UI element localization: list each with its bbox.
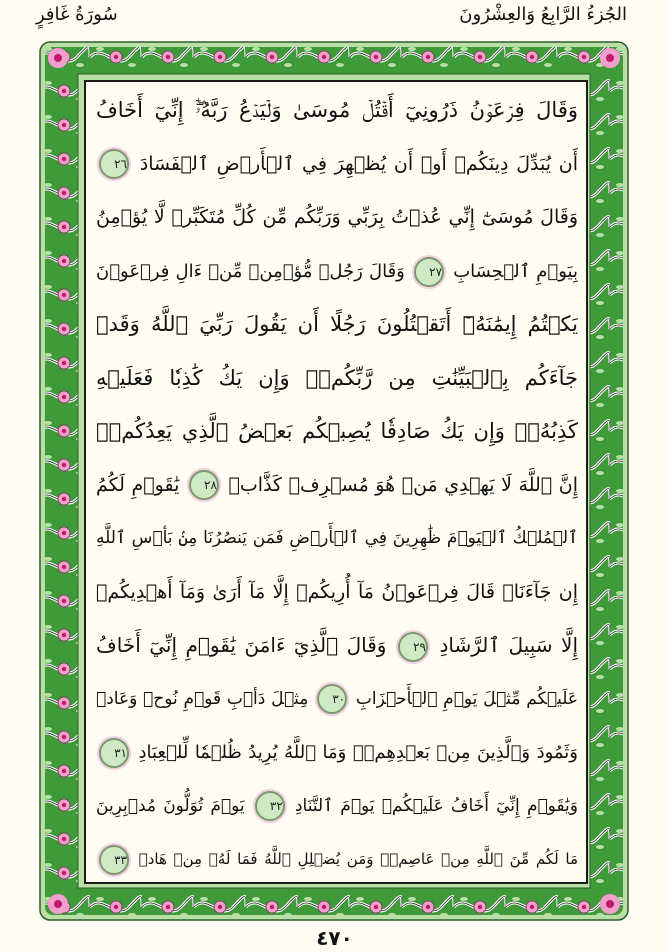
verse-text: عَلَيۡكُم مِّثۡلَ يَوۡمِ ٱلۡأَحۡزَابِ [355,688,578,709]
verse-text: إِن جَآءَنَاۚ قَالَ فِرۡعَوۡنُ مَآ أُرِيكُمۡ إِلَّا مَآ أَرَىٰ وَمَآ أَهۡدِيكُمۡ [96,580,578,603]
verse-text: إِنَّ ٱللَّهَ لَا يَهۡدِي مَنۡ هُوَ مُسۡرِفٞ كَذَّابٞ [228,473,578,496]
verse-line [96,138,578,192]
verse-text: وَقَالَ رَجُلٞ مُّؤۡمِنٞ مِّنۡ ءَالِ فِرۡعَوۡنَ [96,260,405,282]
juz-title: الجُزءُ الرَّابِعُ وَالعِشْرُونَ [459,4,627,25]
verse-text: أَن يُبَدِّلَ دِينَكُمۡ أَوۡ أَن يُظۡهِرَ فِي ٱلۡأَرۡضِ ٱلۡفَسَادَ [139,152,578,175]
verse-text: وَقَالَ ٱلَّذِيٓ ءَامَنَ يَٰقَوۡمِ إِنِّيٓ أَخَافُ [96,633,387,657]
verse-line [96,780,578,834]
verse-text: وَقَالَ فِرۡعَوۡنُ ذَرُونِيٓ أَقۡتُلۡ مُوسَىٰ وَلۡيَدۡعُ رَبَّهُۥٓۖ إِنِّيٓ أَخَافُ [96,98,578,122]
verse-lines [96,84,578,887]
ayah-number-marker: ٢٩ [398,632,428,662]
verse-text: مَا لَكُم مِّنَ ٱللَّهِ مِنۡ عَاصِمٖۗ وَمَن يُضۡلِلِ ٱللَّهُ فَمَا لَهُۥ مِنۡ هَادٖ [138,850,578,868]
verse-text: وَيَٰقَوۡمِ إِنِّيٓ أَخَافُ عَلَيۡكُمۡ يَوۡمَ ٱلتَّنَادِ [294,795,578,816]
page-number: ٤٧٠ [316,926,353,950]
verse-line [96,84,578,138]
verse-text: يَٰقَوۡمِ لَكُمُ [96,473,180,496]
verse-line [96,191,578,245]
verse-text: ٱلۡمُلۡكُ ٱلۡيَوۡمَ ظَٰهِرِينَ فِي ٱلۡأَرۡضِ فَمَن يَنصُرُنَا مِنۢ بَأۡسِ ٱللَّهِ [96,528,578,548]
ayah-number-marker: ٣٢ [255,791,285,821]
ayah-number-marker: ٣٠ [317,684,347,714]
verse-text: كَذِبُهُۥۖ وَإِن يَكُ صَادِقٗا يُصِبۡكُم بَعۡضُ ٱلَّذِي يَعِدُكُمۡۖ [96,419,578,443]
verse-line [96,673,578,727]
verse-text: وَقَالَ مُوسَىٰٓ إِنِّي عُذۡتُ بِرَبِّي وَرَبِّكُم مِّن كُلِّ مُتَكَبِّرٖ لَّا يُؤۡمِنُ [96,206,578,228]
ayah-number-marker: ٣٣ [99,845,129,875]
verse-text: يَكۡتُمُ إِيمَٰنَهُۥٓ أَتَقۡتُلُونَ رَجُلًا أَن يَقُولَ رَبِّيَ ٱللَّهُ وَقَدۡ [96,312,578,336]
corner-flower-icon [48,48,68,68]
verse-line [96,298,578,352]
verse-text: وَثَمُودَ وَٱلَّذِينَ مِنۢ بَعۡدِهِمۡۚ وَمَا ٱللَّهُ يُرِيدُ ظُلۡمٗا لِّلۡعِبَادِ [138,742,578,763]
corner-flower-icon [600,894,620,914]
verse-line [96,512,578,566]
verse-line [96,619,578,673]
verse-line [96,405,578,459]
ayah-number-marker: ٢٧ [414,257,444,287]
verse-text: إِلَّا سَبِيلَ ٱلرَّشَادِ [439,633,578,657]
verse-text: مِثۡلَ دَأۡبِ قَوۡمِ نُوحٖ وَعَادٖ [96,688,309,709]
verse-line [96,833,578,887]
verse-line [96,459,578,513]
ayah-number-marker: ٣١ [99,738,129,768]
verse-line [96,352,578,406]
corner-flower-icon [48,894,68,914]
verse-text: يَوۡمَ تُوَلُّونَ مُدۡبِرِينَ [96,795,245,816]
corner-flower-icon [600,48,620,68]
verse-line [96,726,578,780]
ayah-number-marker: ٢٦ [99,149,129,179]
ayah-number-marker: ٢٨ [189,470,219,500]
verse-line [96,245,578,299]
surah-title: سُورَةُ غَافِرٍ [36,4,118,25]
verse-line [96,566,578,620]
verse-text: جَآءَكُم بِٱلۡبَيِّنَٰتِ مِن رَّبِّكُمۡۖ وَإِن يَكُ كَٰذِبٗا فَعَلَيۡهِ [96,365,578,390]
verse-text: بِيَوۡمِ ٱلۡحِسَابِ [453,260,578,282]
